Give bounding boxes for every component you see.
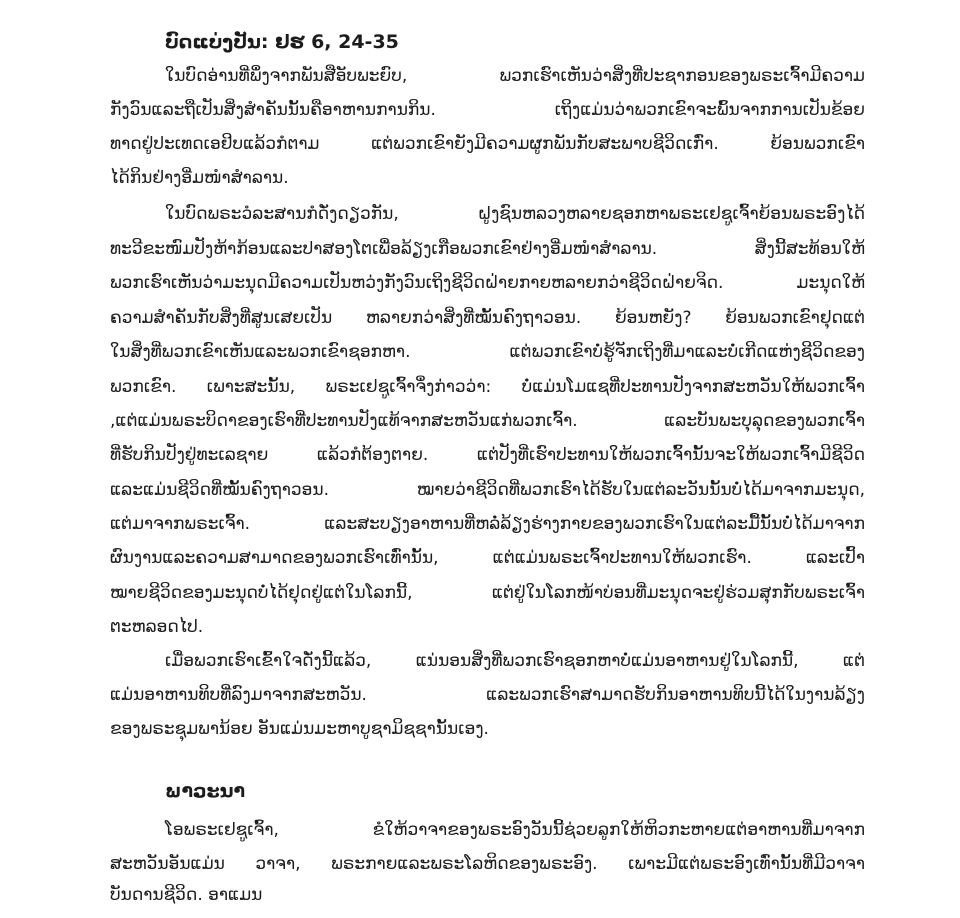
prayer-line-2: ສະຫວັນອັນແມ່ນ ວາຈາ, ພຣະກາຍແລະພຣະໂລຫິດຂອງພຣະອົງ. ເພາະມີແຕ່ພຣະອົງເທົ່ານັ້ນທີ່ມີວາຈາ [110,854,865,874]
paragraph-2-line-7: ,ແຕ່ແມ່ນພຣະບິດາຂອງເຮົາທີ່ປະທານປັງແທ້ຈາກສະຫວັນແກ່ພວກເຈົ້າ. ແລະບັນພະບຸລຸດຂອງພວກເຈົ້າ [110,411,865,431]
paragraph-2-line-2: ທະວີຂະໜົມປັງຫ້າກ້ອນແລະປາສອງໂຕເພື່ອລ້ຽງເກືອພວກເຂົາຢ່າງອີ່ມໜຳສຳລານ. ສິ່ງນີ້ສະທ້ອນໃຫ້ [110,239,865,259]
paragraph-2-line-11: ຜົນງານແລະຄວາມສາມາດຂອງພວກເຮົາເທົ່ານັ້ນ, ແຕ່ແມ່ນພຣະເຈົ້າປະທານໃຫ້ພວກເຮົາ. ແລະເປົ້າ [110,548,865,568]
reflection-heading: ບົດແບ່ງປັນ: ຢຮ 6, 24-35 [165,31,399,53]
prayer-heading: ພາວະນາ [165,780,246,802]
prayer-line-3: ບັນດານຊີວິດ. ອາແມນ [110,885,263,905]
paragraph-2-line-13: ຕະຫລອດໄປ. [110,617,204,637]
paragraph-2-line-5: ໃນສິ່ງທີ່ພວກເຂົາເຫັນແລະພວກເຂົາຊອກຫາ. ແຕ່ພວກເຂົາບໍ່ຮູ້ຈັກເຖິງທີ່ມາແລະບໍ່ເກີດແຫ່ງຊີວິດຂອງ [110,342,865,362]
paragraph-1-line-4: ໄດ້ກິນຢ່າງອີ່ມໜຳສຳລານ. [110,168,289,188]
paragraph-2-line-10: ແຕ່ມາຈາກພຣະເຈົ້າ. ແລະສະບຽງອາຫານທີ່ຫລໍ່ລ້ຽງຮ່າງກາຍຂອງພວກເຮົາໃນແຕ່ລະມື້ນັ້ນບໍ່ໄດ້ມາຈາກ [110,514,865,534]
prayer-line-1: ໂອພຣະເຢຊູເຈົ້າ, ຂໍໃຫ້ວາຈາຂອງພຣະອົງວັນນີ້ຊ່ວຍລູກໃຫ້ຫິວກະຫາຍແຕ່ອາຫານທີ່ມາຈາກ [165,820,865,840]
paragraph-2-line-12: ໝາຍຊີວິດຂອງມະນຸດບໍ່ໄດ້ຢຸດຢູ່ແຕ່ໃນໂລກນີ້, ແຕ່ຢູ່ໃນໂລກໜ້າບ່ອນທີ່ມະນຸດຈະຢູ່ຮ່ວມສຸກກັບພຣະເຈົ້າ [110,583,865,603]
paragraph-2-line-8: ທີ່ຮັບກິນປັງຢູ່ທະເລຊາຍ ແລ້ວກໍຕ້ອງຕາຍ. ແຕ່ປັງທີ່ເຮົາປະທານໃຫ້ພວກເຈົ້ານັ້ນຈະໃຫ້ພວກເຈົ້າມີຊີວິດ [110,445,865,465]
paragraph-2-line-4: ຄວາມສຳຄັນກັບສິ່ງທີ່ສູນເສຍເປັນ ຫລາຍກວ່າສິ່ງທີ່ໝັ້ນຄົງຖາວອນ. ຍ້ອນຫຍັງ? ຍ້ອນພວກເຂົາຢຸດແຕ່ [110,308,865,328]
paragraph-3-line-3: ຂອງພຣະຊຸມພານ້ອຍ ອັນແມ່ນມະຫາບູຊາມິຊຊານັ້ນເອງ. [110,719,489,739]
paragraph-1-line-2: ກັງວົນແລະຖືເປັນສິ່ງສຳຄັນນັ້ນຄືອາຫານການກິນ. ເຖິງແມ່ນວ່າພວກເຂົາຈະພົ້ນຈາກການເປັນຂ້ອຍ [110,100,865,120]
paragraph-2-line-6: ພວກເຂົາ. ເພາະສະນັ້ນ, ພຣະເຢຊູເຈົ້າຈຶ່ງກ່າວວ່າ: ບໍ່ແມ່ນໂມແຊທີ່ປະທານປັງຈາກສະຫວັນໃຫ້ພວກເຈົ້າ [110,377,865,397]
paragraph-1-line-3: ທາດຢູ່ປະເທດເອຢິບແລ້ວກໍຕາມ ແຕ່ພວກເຂົາຍັງມີຄວາມຜູກພັນກັບສະພາບຊີວິດເກົ່າ. ຍ້ອນພວກເຂົາ [110,134,865,154]
paragraph-3-line-1: ເມື່ອພວກເຮົາເຂົ້າໃຈດັ່ງນີ້ແລ້ວ, ແນ່ນອນສິ່ງທີ່ພວກເຮົາຊອກຫາບໍ່ແມ່ນອາຫານຢູ່ໃນໂລກນີ້, ແຕ່ [165,651,865,671]
paragraph-2-line-3: ພວກເຮົາເຫັນວ່າມະນຸດມີຄວາມເປັນຫວ່ງກັງວົນເຖິງຊີວິດຝ່າຍກາຍຫລາຍກວ່າຊີວິດຝ່າຍຈິດ. ມະນຸດໃຫ້ [110,273,865,293]
paragraph-1-line-1: ໃນບົດອ່ານທີ່ພຶ່ງຈາກພັນສືອັບພະຍົບ, ພວກເຮົາເຫັນວ່າສິ່ງທີ່ປະຊາກອນຂອງພຣະເຈົ້າມີຄວາມ [165,66,865,86]
paragraph-2-line-9: ແລະແມ່ນຊີວິດທີ່ໝັ້ນຄົງຖາວອນ. ໝາຍວ່າຊີວິດທີ່ພວກເຮົາໄດ້ຮັບໃນແຕ່ລະວັນນັ້ນບໍ່ໄດ້ມາຈາກມະນຸດ, [110,480,865,500]
paragraph-3-line-2: ແມ່ນອາຫານທິບທີ່ລົງມາຈາກສະຫວັນ. ແລະພວກເຮົາສາມາດຮັບກິນອາຫານທິບນີ້ໄດ້ໃນງານລ້ຽງ [110,685,865,705]
paragraph-2-line-1: ໃນບົດພຣະວໍລະສານກໍດັ່ງດຽວກັນ, ຝູງຊົນຫລວງຫລາຍຊອກຫາພຣະເຢຊູເຈົ້າຍ້ອນພຣະອົງໄດ້ [165,204,865,224]
